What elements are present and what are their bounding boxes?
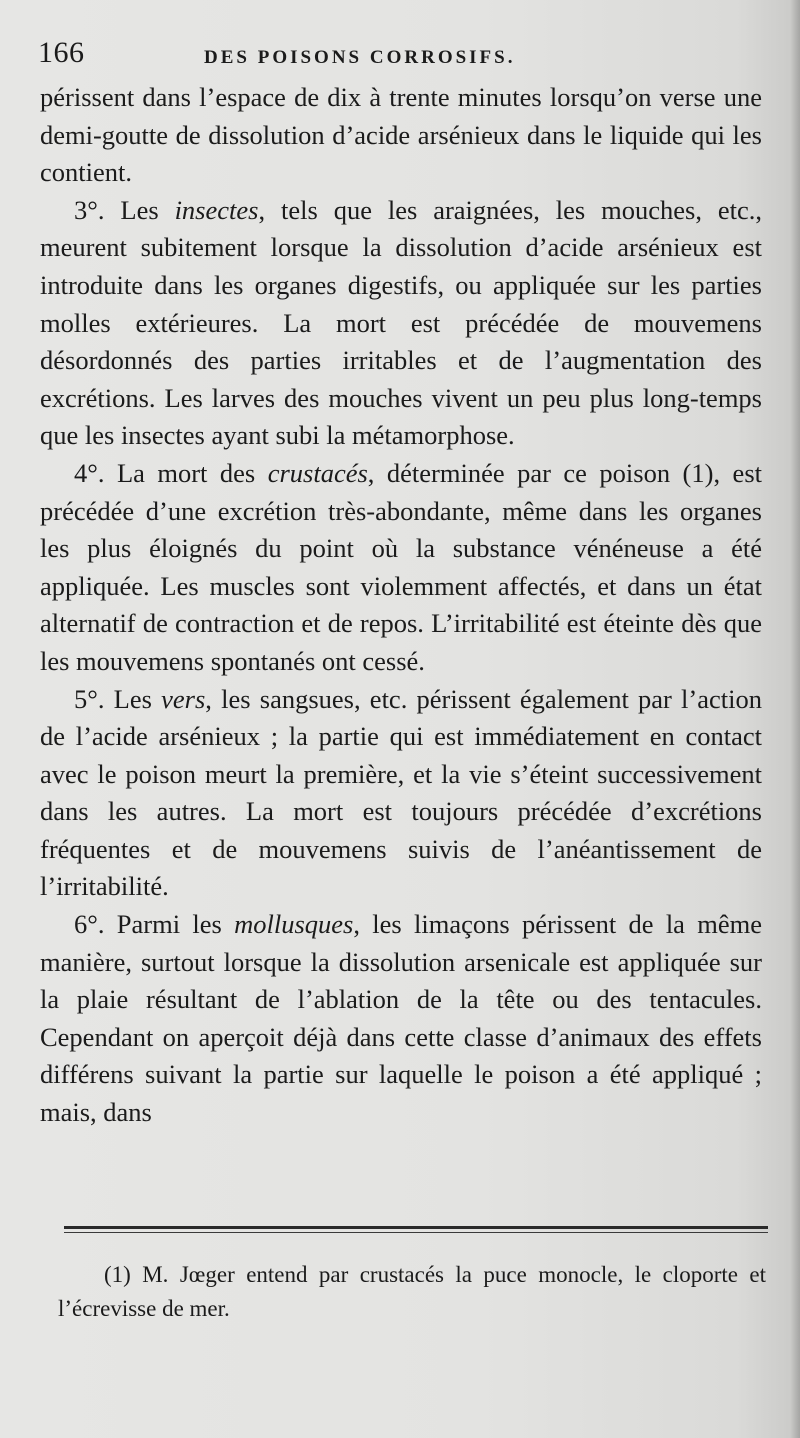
footnote-rule-thick [64,1226,768,1229]
page-edge-shadow [790,0,800,1438]
text-run: 6°. Parmi les [74,909,235,940]
text-run: , les limaçons périssent de la même manière, surtout lorsque la dissolution arsenicale est appliquée sur la plaie résultant de l’ablation de la tête ou des tentacules. Cependant on aperçoit déjà dans cette classe d’animaux des effets différens suivant la partie sur laquelle le poison a été appliqué ; mais, dans [40,909,762,1128]
text-run: 3°. Les [74,194,175,225]
footnote-rule-thin [64,1232,768,1233]
text-run: , tels que les araignées, les mouches, etc., meurent subitement lorsque la dissolution d’acide arsénieux est introduite dans les organes digestifs, ou appliquée sur les parties molles extérieures. La mort est précédée de mouvemens désordonnés des parties irritables et de l’augmentation des excrétions. Les larves des mouches vivent un peu plus long-temps que les insectes ayant subi la métamorphose. [40,194,763,451]
italic-term: mollusques [234,909,354,940]
text-run: périssent dans l’espace de dix à trente minutes lorsqu’on verse une demi-goutte de dissolution d’acide arsénieux dans le liquide qui les contient. [40,82,762,188]
text-run: 5°. Les [74,683,162,714]
text-run: , les sangsues, etc. périssent également par l’action de l’acide arsénieux ; la partie qui est immédiatement en contact avec le poison meurt la première, et la vie s’éteint successivement dans les autres. La mort est toujours précédée d’excrétions fréquentes et de mouvemens suivis de l’anéantissement de l’irritabilité. [40,683,762,902]
page-header [38,36,772,76]
running-title: DES POISONS CORROSIFS. [204,47,516,68]
paragraph [40,79,762,192]
paragraph [40,681,762,907]
paragraph [40,455,762,681]
paragraph [40,906,762,1132]
body-text [40,79,762,1132]
text-run: 4°. La mort des [74,457,268,488]
italic-term: insectes [174,194,259,225]
footnote: (1) M. Jœger entend par crustacés la puce monocle, le cloporte et l’écrevisse de mer. [58,1262,766,1321]
italic-term: vers [161,683,206,714]
text-run: , déterminée par ce poison (1), est précédée d’une excrétion très-abondante, même dans les organes les plus éloignés du point où la substance vénéneuse a été appliquée. Les muscles sont violemment affectés, et dans un état alternatif de contraction et de repos. L’irritabilité est éteinte dès que les mouvemens spontanés ont cessé. [40,457,762,676]
paragraph [40,192,762,455]
italic-term: crustacés [267,457,368,488]
page-number: 166 [38,36,85,69]
